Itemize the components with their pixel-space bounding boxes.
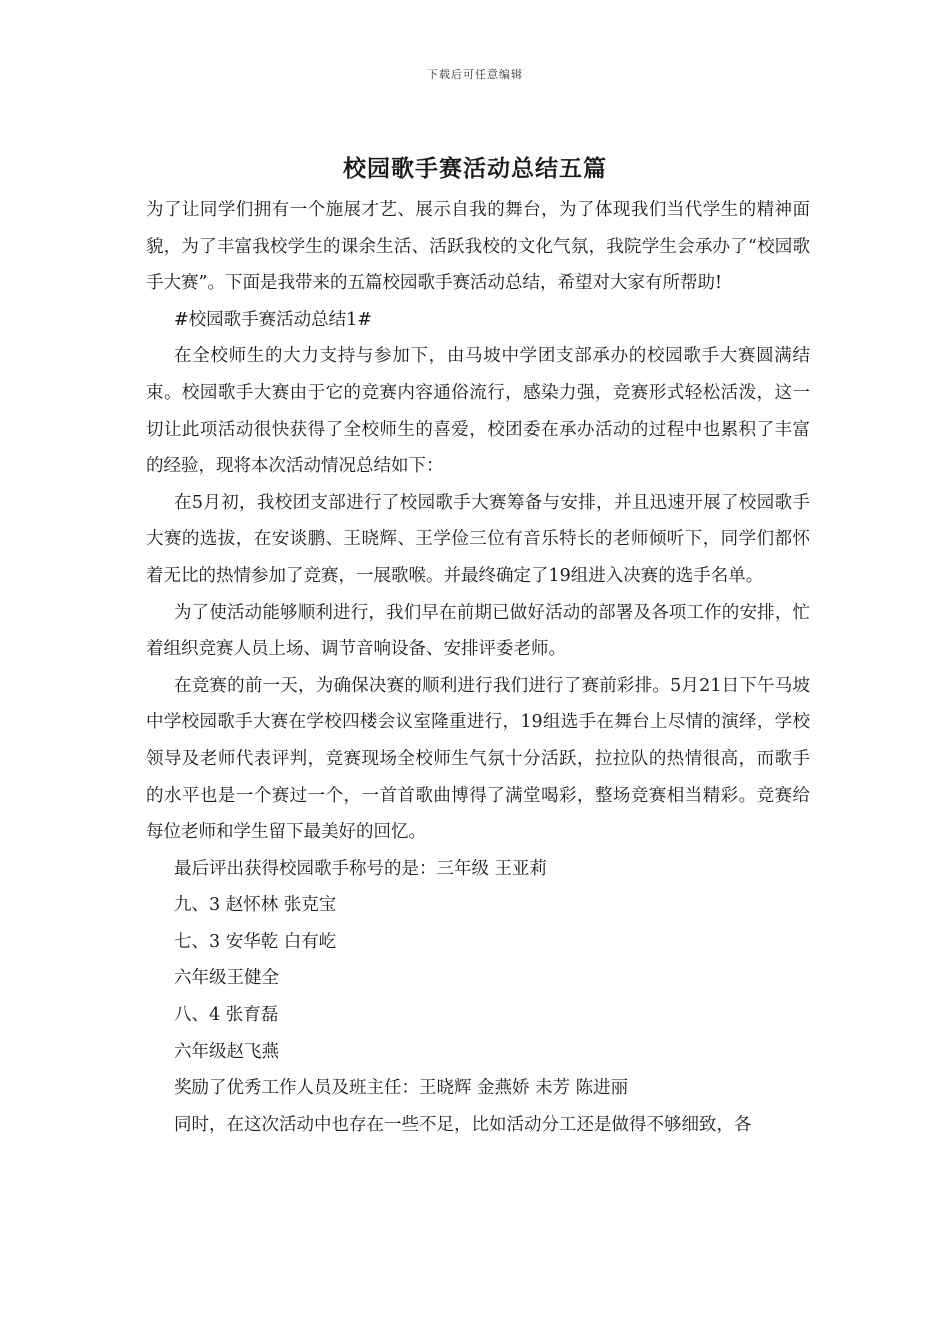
body-paragraph: 在竞赛的前一天，为确保决赛的顺利进行我们进行了赛前彩排。5月21日下午马坡中学校园歌手大赛在学校四楼会议室隆重进行，19组选手在舞台上尽情的演绎，学校领导及老师代表评判，竞赛现场全校师生气氛十分活跃，拉拉队的热情很高，而歌手的水平也是一个赛过一个，一首首歌曲博得了满堂喝彩，整场竞赛相当精彩。竞赛给每位老师和学生留下最美好的回忆。 xyxy=(146,675,810,843)
body-paragraph: 同时，在这次活动中也存在一些不足，比如活动分工还是做得不够细致，各 xyxy=(174,1114,752,1135)
winners-line: 九、3 赵怀林 张克宝 xyxy=(174,895,337,916)
document-body xyxy=(146,192,810,1143)
staff-awards-line: 奖励了优秀工作人员及班主任：王晓辉 金燕娇 未芳 陈进丽 xyxy=(174,1078,629,1099)
body-paragraph: 在5月初，我校团支部进行了校园歌手大赛筹备与安排，并且迅速开展了校园歌手大赛的选拔，在安谈鹏、王晓辉、王学俭三位有音乐特长的老师倾听下，同学们都怀着无比的热情参加了竞赛，一展歌喉。并最终确定了19组进入决赛的选手名单。 xyxy=(146,492,810,586)
body-paragraph: 在全校师生的大力支持与参加下，由马坡中学团支部承办的校园歌手大赛圆满结束。校园歌手大赛由于它的竞赛内容通俗流行，感染力强，竞赛形式轻松活泼，这一切让此项活动很快获得了全校师生的喜爱，校团委在承办活动的过程中也累积了丰富的经验，现将本次活动情况总结如下： xyxy=(146,346,810,477)
section-heading: #校园歌手赛活动总结1# xyxy=(174,309,372,330)
winners-line: 七、3 安华乾 白有屹 xyxy=(174,931,337,952)
winners-line: 八、4 张育磊 xyxy=(174,1005,279,1026)
header-note: 下载后可任意编辑 xyxy=(427,68,523,81)
winners-line: 六年级王健全 xyxy=(174,968,279,989)
body-paragraph: 为了使活动能够顺利进行，我们早在前期已做好活动的部署及各项工作的安排，忙着组织竞赛人员上场、调节音响设备、安排评委老师。 xyxy=(146,602,810,660)
winners-line: 最后评出获得校园歌手称号的是：三年级 王亚莉 xyxy=(174,858,548,879)
winners-line: 六年级赵飞燕 xyxy=(174,1041,279,1062)
intro-paragraph: 为了让同学们拥有一个施展才艺、展示自我的舞台，为了体现我们当代学生的精神面貌，为了丰富我校学生的课余生活、活跃我校的文化气氛，我院学生会承办了“校园歌手大赛”。下面是我带来的五篇校园歌手赛活动总结，希望对大家有所帮助! xyxy=(146,200,810,294)
page-title: 校园歌手赛活动总结五篇 xyxy=(343,155,607,182)
